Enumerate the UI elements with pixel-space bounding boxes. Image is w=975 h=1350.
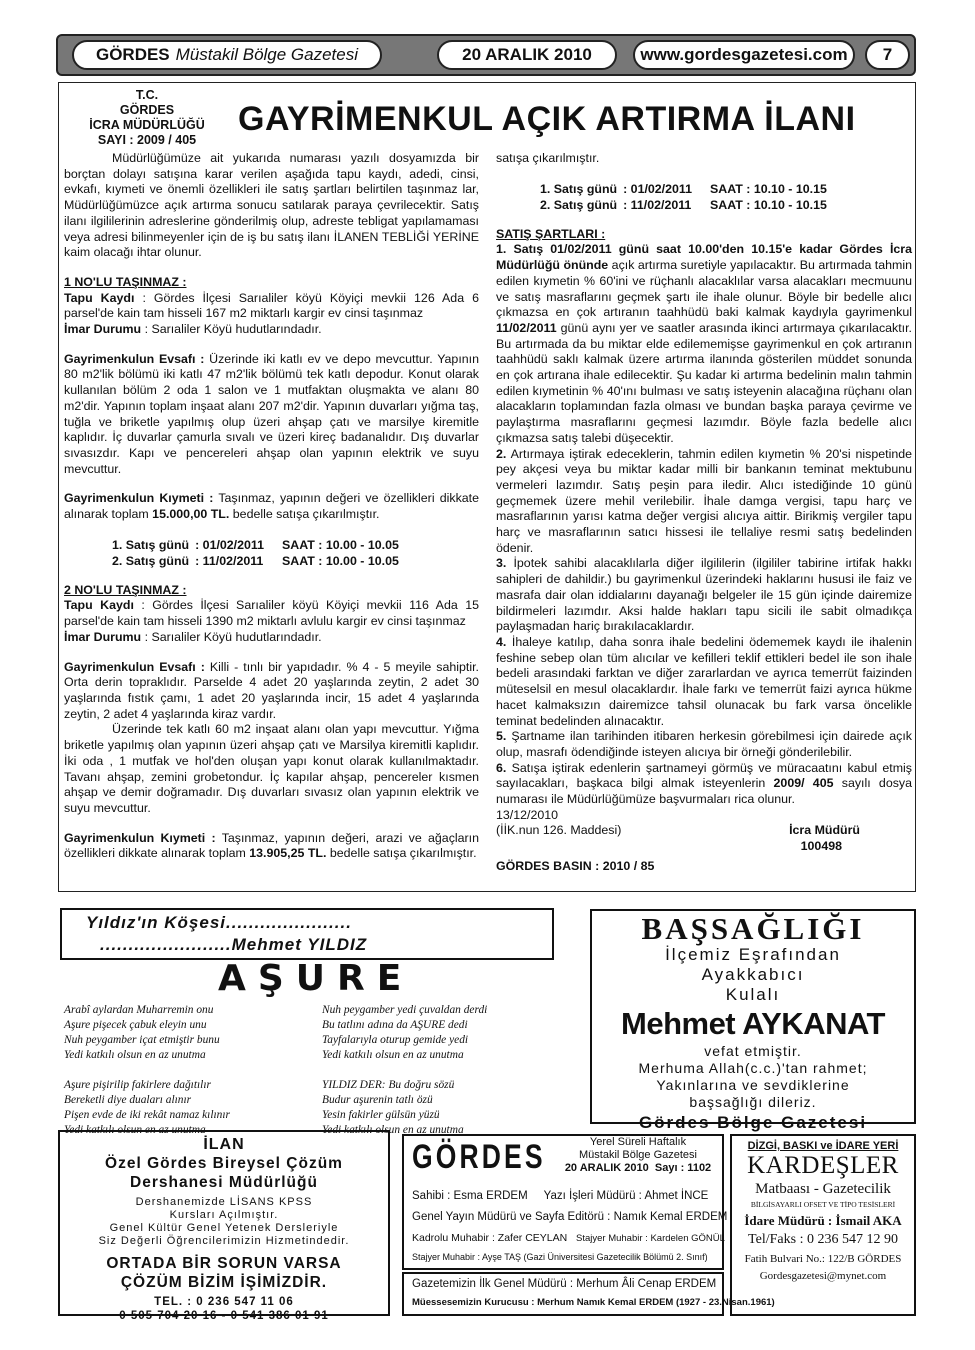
condition-2: 2. Artırmaya iştirak edeceklerin, tahmin edilen kıymetin % 20'si nispetinde pey akçesi veya bu miktar kadar milli bir bankanın teminat mektubunu vermeleri lazımdır. Satış peşin para iledir. Alıcı istediğinde 10 günü geçmemek üzere mehil verilebilir. İhale damga vergisi, tapu harç ve masraflarının yarısı katma değer vergisi alıcıya aittir. Birikmiş vergiler tapu harç ve masraflarının satıcı hissesi ile tellaliye resmi satış bedelinden ödenir. bbox=[496, 446, 912, 555]
imar-label: İmar Durumu bbox=[64, 629, 142, 644]
tapu-label: Tapu Kaydı bbox=[64, 598, 134, 613]
tapu-label: Tapu Kaydı bbox=[64, 290, 135, 305]
masthead-staff: Stajyer Muhabir : Kardelen GÖNÜL bbox=[576, 1233, 725, 1244]
printing-sub: Matbaası - Gazetecilik bbox=[755, 1181, 891, 1197]
parcel2-evsaf bbox=[64, 660, 479, 723]
authority-line: SAYI : 2009 / 405 bbox=[97, 133, 197, 147]
law-reference: (İİK.nun 126. Maddesi) bbox=[496, 823, 622, 838]
press-reference: GÖRDES BASIN : 2010 / 85 bbox=[496, 858, 655, 873]
poem-title: AŞURE bbox=[218, 958, 414, 999]
imar-text: : Sarıaliler Köyü hudutlarındadır. bbox=[144, 629, 322, 644]
poem-right bbox=[322, 1003, 572, 1138]
file-number: 2009/ 405 bbox=[773, 776, 834, 791]
kiymet-label: Gayrimenkulun Kıymeti : bbox=[64, 830, 216, 845]
condition-text: İpotek sahibi alacaklılarla diğer ilgililerin (ilgililer tabirine irtifak hakkı sahipleri de dahildir.) bu gayrimenkul üzerindeki haklarını hususi ile faiz ve masrafa dair olan iddialarını dayanağı belgeler ile 15 gün içinde dairemize bildirmeleri lazımdır. Aksi halde hakları tapu sicili ile sabit olmadıkça paylaşmadan hariç bırakılacaklardır. bbox=[496, 556, 912, 634]
printing-phone: Tel/Faks : 0 236 547 12 90 bbox=[748, 1232, 898, 1247]
condolence-footer: Gördes Bölge Gazetesi bbox=[638, 1113, 868, 1132]
poem-line: Bu tatlını adına da AŞURE dedi bbox=[322, 1019, 468, 1031]
poem-line: Pişen evde de iki rekât namaz kılınır bbox=[64, 1109, 230, 1121]
printing-heading: DİZGİ, BASKI ve İDARE YERİ bbox=[747, 1140, 899, 1152]
authority-block bbox=[62, 88, 232, 148]
masthead-type-line: Yerel Süreli Haftalık bbox=[589, 1136, 687, 1148]
poem-line: YILDIZ DER: Bu doğru sözü bbox=[322, 1079, 455, 1091]
condition-bold: Satış 01/02/2011 günü saat 10.00'den 10.15'e kadar Gördes İcra Müdürlüğü önünde bbox=[496, 242, 912, 273]
poem-line: Yedi katkılı olsun en az unutma bbox=[64, 1124, 206, 1136]
parcel2-kiymet bbox=[64, 831, 479, 862]
masthead-issue bbox=[554, 1162, 722, 1175]
ad-line: Siz Değerli Öğrencilerimizin Hizmetindedir. bbox=[98, 1235, 350, 1247]
parcel1-tapu bbox=[64, 291, 479, 322]
notice-left-column bbox=[64, 151, 479, 862]
page-number: 7 bbox=[865, 40, 910, 70]
poem-line: Yesin fakirler gülsün yüzü bbox=[322, 1109, 440, 1121]
poem-line: Nuh peygamber içat etmiştir bunu bbox=[64, 1034, 220, 1046]
condition-date: 11/02/2011 bbox=[496, 320, 557, 335]
condolence-line: Kulalı bbox=[725, 985, 781, 1004]
schedule-date: : 01/02/2011 bbox=[623, 181, 693, 196]
paper-name-pill bbox=[72, 40, 382, 70]
notice-title: GAYRİMENKUL AÇIK ARTIRMA İLANI bbox=[238, 100, 856, 138]
dershane-ad bbox=[58, 1130, 390, 1322]
condolence-line: Yakınlarına ve sevdiklerine bbox=[656, 1077, 850, 1093]
conditions-heading: SATIŞ ŞARTLARI : bbox=[496, 226, 606, 241]
schedule-label: 1. Satış günü bbox=[540, 181, 618, 196]
printing-name: KARDEŞLER bbox=[747, 1152, 899, 1179]
ad-line: Dershanesi Müdürlüğü bbox=[130, 1174, 318, 1191]
masthead-gm: Genel Yayın Müdürü ve Sayfa Editörü : Namık Kemal ERDEM bbox=[412, 1211, 728, 1223]
masthead-owner: Sahibi : Esma ERDEM bbox=[412, 1190, 528, 1202]
authority-line: GÖRDES bbox=[119, 103, 175, 117]
condolence-line: İlçemiz Eşrafından bbox=[665, 945, 841, 964]
condition-text: günü aynı yer ve saatler arasında ikinci artırmaya çıkarılacaktır. Bu artırmada da bu miktar elde edilememişse gayrimenkul en çok artıranın taahhüdü saklı kalmak üzere artırma ilanında gösterilen müddet sonunda en çok artırana ihale edilecektir. Şu kadar ki artırma bedelinin malın tahmin edilen kıymetinin % 40'ını bulması ve satış isteyenin alacağına rüçhanı olan alacakların toplamından fazla olması ve bundan başka paraya çevirme ve paylaştırma masraflarını geçmesi lazımdır. Böyle fazla bedelle alıcı çıkmazsa satış talebi düşecektir. bbox=[496, 320, 912, 445]
kiymet-amount: 15.000,00 TL. bbox=[152, 507, 230, 522]
kiymet-amount: 13.905,25 TL. bbox=[249, 846, 327, 861]
ad-line: Özel Gördes Bireysel Çözüm bbox=[105, 1155, 343, 1172]
poem-line: Nuh peygamber yedi çuvaldan derdi bbox=[322, 1004, 488, 1016]
condition-4: 4. İhaleye katılıp, daha sonra ihale bedelini ödememek kaydı ile ihalenin feshine sebep olan tüm alıcılar ve kefilleri teklif ettikleri bedel ile son ihale bedeli arasındaki farktan ve diğer zararlardan ve ayrıca temerrüt faizinden müteselsil en mesul olacaklardır. İhale farkı ve temerrüt faizi ayrıca hükme hacet kalmaksızın dairemizce tahsil olunacak bu fark varsa öncelikle teminat bedelinden alınacaktır. bbox=[496, 634, 912, 728]
evsaf-text: Üzerinde iki katlı ev ve depo mevcuttur. Yapının 80 m2'lik bölümü iki katlı 47 m2'lik bölümü tek katlı depodur. Konut olarak kullanılan bölüm 2 oda 1 salon ve 1 mutfaktan oluşmakta ve alanı 80 m2'dir. Yapının toplam inşaat alanı 207 m2'dir. Yapının duvarları yığma taş, tuğla ve briketle yapılmış olup üzeri ahşap çatı ve marsilye kiremitle kaplıdır. İç duvarlar çamurla sıvalı ve üzeri kireç badanalıdır. Dış duvarlar sıvasızdır. Kapı ve pencereleri ahşap olan yapının elektrik ve suyu mevcuttur. bbox=[64, 351, 479, 476]
ad-line: ORTADA BİR SORUN VARSA bbox=[106, 1255, 342, 1272]
parcel1-evsaf bbox=[64, 352, 479, 478]
notice-intro: Müdürlüğümüze ait yukarıda numarası yazılı dosyamızda bir borçtan dolayı satışına karar verilen aşağıda tapu kaydı, adedi, cinsi, evkafı, kıymeti ve önemli özellikleri ile satış şartları belirtilen taşınmaz lar, Müdürlüğümüzce açık artırma sonucu satılarak paraya çevrilecektir. Satış ilanı ilgililerinin adreslerine gönderilmiş olup, adreste tebligat yapılamaması veya adresi bilinmeyenler için de iş bu satış ilanı İLANEN TEBLİĞİ YERİNE kaim olacağı ihtar olunur. bbox=[64, 151, 479, 260]
condition-text: sayılı dosya numarası ile Müdürlüğümüze başvurmaları rica olunur. bbox=[496, 776, 912, 807]
kiymet-text: bedelle satışa çıkarılmıştır. bbox=[329, 846, 477, 861]
ad-line: ÇÖZÜM BİZİM İŞİMİZDİR. bbox=[120, 1274, 328, 1291]
condolence-line: Ayakkabıcı bbox=[701, 965, 805, 984]
condition-1 bbox=[496, 242, 912, 446]
paper-name-bold: GÖRDES bbox=[95, 45, 170, 64]
condolence-line: Merhuma Allah(c.c.)'tan rahmet; bbox=[638, 1060, 868, 1076]
parcel2-schedule bbox=[540, 181, 833, 213]
poem-line: Yedi katkılı olsun en az unutma bbox=[322, 1049, 464, 1061]
condolence-line: vefat etmiştir. bbox=[704, 1043, 802, 1059]
poem-line: Budur aşurenin tatlı özü bbox=[322, 1094, 433, 1106]
authority-line: T.C. bbox=[135, 88, 159, 102]
schedule-time: SAAT : 10.00 - 10.05 bbox=[282, 537, 399, 552]
condition-text: İhaleye katılıp, daha sonra ihale bedelini ödememek kaydı ile ihalenin feshine sebep olan tüm alıcılar ve kefilleri teklif ettikleri bedel ile son ihale bedeli arasındaki farktan ve diğer zararlardan ve ayrıca temerrüt faizinden müteselsil en mesul olacaklardır. İhale farkı ve temerrüt faizi ayrıca hükme hacet kalmaksızın dairemizce tahsil olunacak bu fark varsa öncelikle teminat bedelinden alınacaktır. bbox=[496, 634, 912, 728]
ad-line: Dershanemizde LİSANS KPSS bbox=[135, 1196, 313, 1208]
masthead-staff: Kadrolu Muhabir : Zafer CEYLAN bbox=[412, 1232, 568, 1244]
signer-number: 100498 bbox=[800, 839, 842, 854]
condolence-title: BAŞSAĞLIĞI bbox=[641, 911, 865, 946]
imar-label: İmar Durumu bbox=[64, 322, 142, 337]
evsaf-label: Gayrimenkulun Evsafı : bbox=[64, 351, 205, 366]
ad-title: İLAN bbox=[203, 1136, 245, 1153]
masthead-box bbox=[402, 1134, 728, 1270]
condition-text: Şartname ilan tarihinden itibaren herkesin görebilmesi için dairede açık olup, masrafı ödendiğinde isteyen alıcıya bir örneği gönderilebilir. bbox=[496, 729, 912, 759]
parcel2-tapu bbox=[64, 598, 479, 629]
sale-line: satışa çıkarılmıştır. bbox=[496, 151, 600, 165]
condition-6: 6. Satışa iştirak edenlerin şartnameyi görmüş ve müracaatını kabul etmiş sayılacakları, başkaca bilgi almak isteyenlerin 2009/ 405 sayılı dosya numarası ile Müdürlüğümüze başvurmaları rica olunur. bbox=[496, 760, 912, 807]
masthead-date: 20 ARALIK 2010 bbox=[564, 1162, 649, 1174]
header-website[interactable]: www.gordesgazetesi.com bbox=[633, 40, 855, 70]
parcel2-imar bbox=[64, 630, 479, 646]
ad-phone: TEL. : 0 236 547 11 06 bbox=[154, 1296, 294, 1308]
masthead-owner-row bbox=[412, 1190, 708, 1202]
condolence-line: başsağlığı dileriz. bbox=[689, 1094, 817, 1110]
parcel1-schedule bbox=[112, 537, 405, 569]
poem-left bbox=[64, 1003, 314, 1138]
poem-line: Aşure pişecek çabuk eleyin unu bbox=[64, 1019, 207, 1031]
paper-name-rest: Müstakil Bölge Gazetesi bbox=[175, 45, 359, 64]
evsaf-text: Killi - tınlı bir yapıdadır. % 4 - 5 meyile sahiptir. Orta derin topraklıdır. Parselde 4 adet 20 yaşlarında zeytin, 2 adet 30 yaşlarında fıstık çamı, 1 adet 20 yaşlarında incir, 15 adet 4 yaşlarında zeytin, 2 adet 4 yaşlarında kiraz vardır. bbox=[64, 659, 479, 721]
masthead-issue-no: Sayı : 1102 bbox=[654, 1162, 712, 1174]
condition-5: 5. Şartname ilan tarihinden itibaren herkesin görebilmesi için dairede açık olup, masrafı ödendiğinde isteyen alıcıya bir örneği gönderilebilir. bbox=[496, 729, 912, 759]
masthead-staff: Stajyer Muhabir : Ayşe TAŞ (Gazi Üniversitesi Gazetecilik Bölümü 2. Sınıf) bbox=[412, 1252, 708, 1262]
authority-line: İCRA MÜDÜRLÜĞÜ bbox=[89, 118, 205, 132]
condition-text: açık artırma suretiyle yapılacaktır. Bu artırmada tahmin edilen kıymetin % 60'ini ve rüçhanlı alacaklılar varsa alacakları mecmuunu ve satış masraflarını geçmek şartı ile ihale olunur. Böyle bir bedelle alıcı çıkmazsa en çok artıranın taahhüdü baki kalmak kaydıyla gayrimenkul bbox=[496, 258, 912, 320]
masthead-editor: Yazı İşleri Müdürü : Ahmet İNCE bbox=[543, 1190, 709, 1202]
condition-3: 3. İpotek sahibi alacaklılarla diğer ilgililerin (ilgililer tabirine irtifak hakkı sahipleri de dahildir.) bu gayrimenkul üzerindeki haklarını hususi ile faiz ve masrafa dair olan iddialarını dayanağı belgeler ile 15 gün içinde dairemize bildirmeleri lazımdır. Aksi halde hakları tapu sicili ile sabit olmadıkça paylaşmadan hariç bırakılacaklardır. bbox=[496, 556, 912, 634]
schedule-row bbox=[112, 537, 405, 553]
evsaf-label: Gayrimenkulun Evsafı : bbox=[64, 659, 205, 674]
parcel1-kiymet bbox=[64, 491, 479, 522]
printing-box bbox=[730, 1134, 916, 1316]
poem-line: Aşure pişirilip fakirlere dağıtılır bbox=[64, 1079, 211, 1091]
schedule-time: SAAT : 10.00 - 10.05 bbox=[282, 553, 399, 568]
schedule-row bbox=[540, 197, 833, 213]
schedule-label: 1. Satış günü bbox=[112, 537, 190, 552]
schedule-time: SAAT : 10.10 - 10.15 bbox=[710, 197, 827, 212]
condolence-box bbox=[590, 909, 916, 1132]
parcel2-heading: 2 NO'LU TAŞINMAZ : bbox=[64, 582, 187, 597]
ad-phone: 0 505 704 20 16 - 0 541 386 01 91 bbox=[119, 1310, 329, 1322]
deceased-name: Mehmet AYKANAT bbox=[621, 1006, 885, 1041]
poem-line: Yedi katkılı olsun en az unutma bbox=[64, 1049, 206, 1061]
masthead-type-line: Müstakil Bölge Gazetesi bbox=[579, 1149, 697, 1161]
poem-line: Arabî aylardan Muharremin onu bbox=[64, 1004, 214, 1016]
notice-date: 13/12/2010 bbox=[496, 807, 559, 822]
column-author: .......................Mehmet YILDIZ bbox=[100, 935, 368, 954]
kiymet-text: bedelle satışa çıkarılmıştır. bbox=[232, 507, 380, 522]
masthead-footer-box bbox=[402, 1272, 775, 1316]
schedule-row bbox=[540, 181, 833, 197]
schedule-label: 2. Satış günü bbox=[112, 553, 190, 568]
schedule-date: : 01/02/2011 bbox=[195, 537, 265, 552]
tapu-text: : Gördes İlçesi Sarıaliler köyü Köyiçi mevkii 116 Ada 15 parsel'de kain tam hisseli 1390 m2 miktarlı avlulu kargir ev cinsi taşınmaz bbox=[64, 598, 479, 629]
printing-manager: İdare Müdürü : İsmail AKA bbox=[744, 1213, 902, 1228]
ad-line: Genel Kültür Genel Yetenek Dersleriyle bbox=[109, 1222, 339, 1234]
poem-line: Bereketli diye duaları alınır bbox=[64, 1094, 192, 1106]
ad-line: Kursları Açılmıştır. bbox=[169, 1209, 279, 1221]
condition-text: Satışa iştirak edenlerin şartnameyi görmüş ve müracaatını kabul etmiş sayılacakları, başkaca bilgi almak isteyenlerin bbox=[496, 760, 912, 791]
masthead-founder: Müessesemizin Kurucusu : Merhum Namık Kemal ERDEM (1927 - 23.Nisan.1961) bbox=[412, 1297, 775, 1308]
poem-line: Tayfalarıyla oturup gemide yedi bbox=[322, 1034, 469, 1046]
parcel2-evsaf-cont: Üzerinde tek katlı 60 m2 inşaat alanı olan yapı mevcuttur. Yığma briketle yapılmış olan yapının üzeri ahşap çatı ve Marsilya kiremitli kaplıdır. İki oda , 1 mutfak ve hol'den oluşan yapı konut olarak kullanılmaktadır. Tavanı ahşap, zemini grobetondur. İç kapılar ahşap, pencereler kısmen ahşap ve demir doğramadır. Dış duvarları sıvasız olan yapının elektrik ve suyu mevcuttur. bbox=[64, 722, 479, 815]
printing-small: BİLGİSAYARLI OFSET VE TİPO TESİSLERİ bbox=[750, 1200, 896, 1209]
printing-address: Fatih Bulvari No.: 122/B GÖRDES bbox=[744, 1253, 902, 1265]
tapu-text: : Gördes İlçesi Sarıaliler köyü Köyiçi mevkii 126 Ada 6 parsel'de kain tam hisseli 167 m2 miktarlı kargir ev cinsi taşınmaz bbox=[64, 290, 479, 321]
schedule-date: : 11/02/2011 bbox=[195, 553, 264, 568]
parcel1-heading: 1 NO'LU TAŞINMAZ : bbox=[64, 274, 187, 289]
masthead-type bbox=[554, 1136, 722, 1175]
schedule-time: SAAT : 10.10 - 10.15 bbox=[710, 181, 827, 196]
imar-text: : Sarıaliler Köyü hudutlarındadır. bbox=[144, 322, 322, 337]
notice-right-column bbox=[496, 151, 912, 875]
kiymet-label: Gayrimenkulun Kıymeti : bbox=[64, 491, 214, 506]
poem-column bbox=[58, 906, 578, 1136]
poem-line: Yedi katkılı olsun en az unutma bbox=[322, 1124, 464, 1136]
header-date: 20 ARALIK 2010 bbox=[437, 40, 617, 70]
schedule-date: : 11/02/2011 bbox=[623, 197, 692, 212]
condition-number: 1. bbox=[496, 242, 507, 257]
schedule-label: 2. Satış günü bbox=[540, 197, 618, 212]
printing-email[interactable]: Gordesgazetesi@mynet.com bbox=[759, 1270, 887, 1282]
signature-row bbox=[496, 823, 912, 839]
schedule-row bbox=[112, 553, 405, 569]
kiymet-text: Taşınmaz, yapının değeri ve özellikleri dikkate alınarak toplam bbox=[64, 491, 479, 522]
condition-text: Artırmaya iştirak edeceklerin, tahmin edilen kıymetin % 20'si nispetinde pey akçesi veya bu miktar kadar milli bir bankanın teminat mektubunu vermeleri lazımdır. Satış peşin para iledir. Alıcı istediğinde 10 günü geçmemek üzere mehil verilebilir. İhale damga vergisi, tapu harç ve masraflarının yarısı katma değer vergisi alıcıya aittir. Birikmiş vergiler tapu harç ve masraflarının satıcı hissesi ile tellaliye resmi satış bedelinden ödenir. bbox=[496, 446, 912, 555]
masthead-staff-row bbox=[412, 1232, 725, 1244]
masthead-name: GÖRDES bbox=[412, 1138, 546, 1176]
masthead-first-gm: Gazetemizin İlk Genel Müdürü : Merhum Âli Cenap ERDEM bbox=[412, 1278, 717, 1290]
column-title: Yıldız'ın Köşesi...................... bbox=[86, 913, 352, 932]
signer-title: İcra Müdürü bbox=[789, 823, 860, 838]
parcel1-imar bbox=[64, 322, 479, 338]
kiymet-text: Taşınmaz, yapının değeri, arazi ve ağaçların özellikleri dikkate alınarak toplam bbox=[64, 830, 479, 861]
